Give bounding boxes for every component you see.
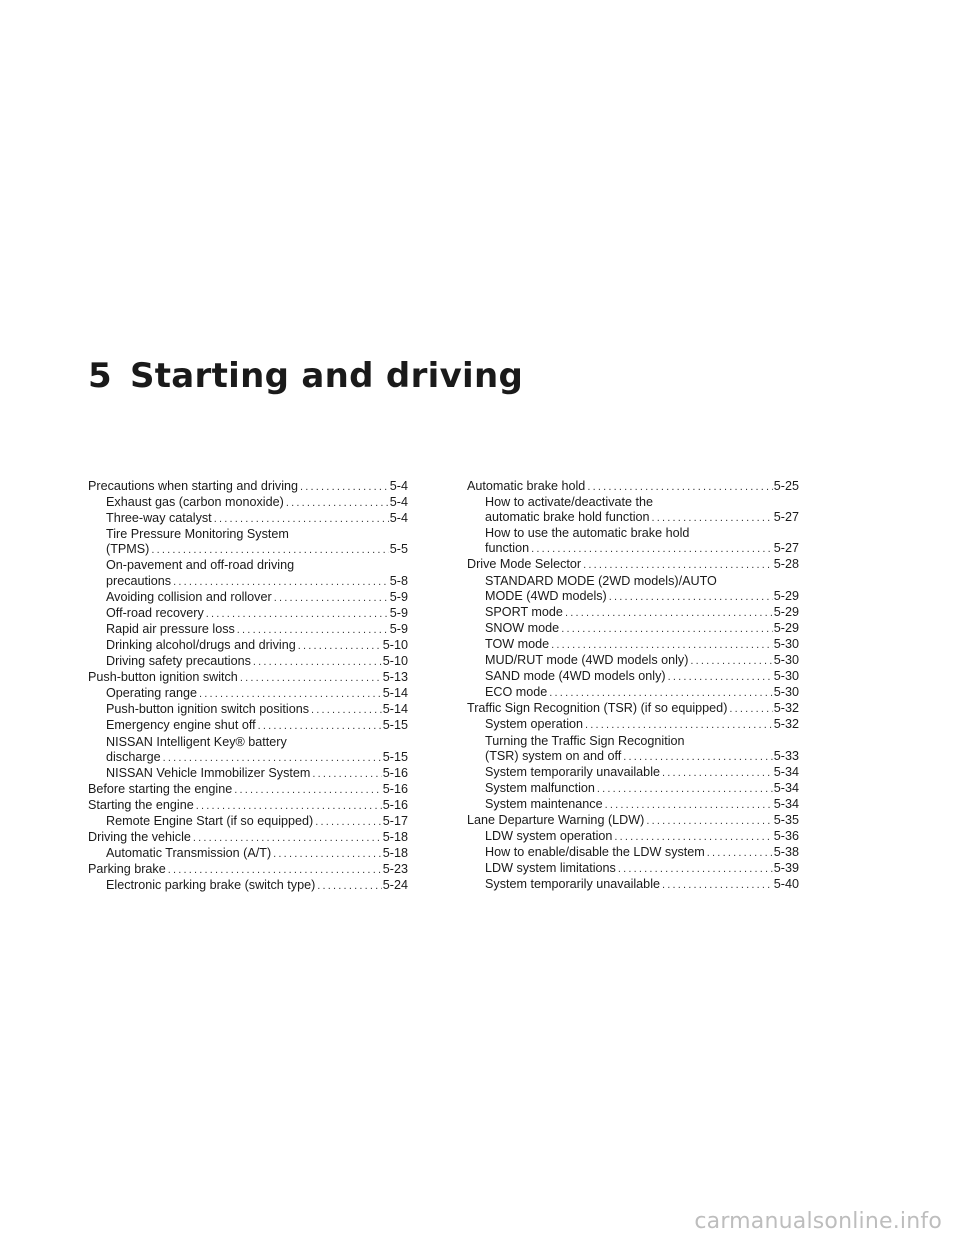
toc-entry[interactable] (467, 653, 799, 669)
dot-leader (237, 623, 389, 638)
toc-entry[interactable] (88, 511, 408, 527)
toc-entry-page: 5-10 (382, 637, 408, 652)
toc-entry-title: Remote Engine Start (if so equipped) (106, 813, 314, 828)
toc-entry[interactable] (467, 526, 799, 557)
toc-entry[interactable] (467, 495, 799, 526)
dot-leader (668, 670, 773, 685)
dot-leader (646, 814, 772, 829)
dot-leader (163, 751, 382, 766)
dot-leader (317, 879, 382, 894)
toc-entry-page: 5-34 (773, 796, 799, 811)
toc-entry[interactable] (467, 781, 799, 797)
toc-entry-page: 5-30 (773, 685, 799, 700)
toc-entry-title: Driving safety precautions (106, 654, 251, 669)
toc-entry-page: 5-4 (389, 479, 408, 493)
dot-leader (605, 798, 773, 813)
toc-entry[interactable] (88, 702, 408, 718)
toc-entry-title: STANDARD MODE (2WD models)/AUTO (485, 573, 717, 588)
toc-entry-title: (TSR) system on and off (485, 748, 622, 763)
dot-leader (618, 862, 773, 877)
dot-leader (652, 511, 773, 526)
toc-entry[interactable] (88, 654, 408, 670)
toc-entry[interactable] (467, 685, 799, 701)
toc-entry[interactable] (88, 495, 408, 511)
toc-entry-title: Automatic Transmission (A/T) (106, 846, 272, 861)
toc-entry-page: 5-8 (389, 573, 408, 588)
dot-leader (597, 782, 773, 797)
toc-entry-page: 5-9 (389, 605, 408, 620)
toc-left-column (88, 479, 408, 894)
dot-leader (151, 543, 388, 558)
toc-entry-title: LDW system limitations (485, 861, 616, 876)
chapter-number: 5 (88, 356, 112, 396)
toc-entry-page: 5-30 (773, 653, 799, 668)
dot-leader (662, 878, 773, 893)
toc-entry[interactable] (467, 829, 799, 845)
toc-entry-page: 5-27 (773, 510, 799, 525)
toc-entry-title: precautions (106, 573, 172, 588)
toc-entry[interactable] (88, 479, 408, 495)
toc-entry-title: How to activate/deactivate the (485, 495, 654, 510)
toc-entry-title: System operation (485, 717, 584, 732)
toc-entry-title: SAND mode (4WD models only) (485, 669, 666, 684)
toc-entry-page: 5-38 (773, 845, 799, 860)
toc-entry-page: 5-5 (389, 542, 408, 557)
toc-entry-page: 5-16 (382, 765, 408, 780)
toc-entry-title: Driving the vehicle (88, 830, 191, 845)
toc-entry-page: 5-32 (773, 717, 799, 732)
toc-entry-title: ECO mode (485, 685, 548, 700)
dot-leader (609, 590, 773, 605)
toc-entry[interactable] (467, 621, 799, 637)
dot-leader (690, 654, 772, 669)
toc-entry-title: Drinking alcohol/drugs and driving (106, 637, 296, 652)
dot-leader (240, 671, 382, 686)
toc-entry[interactable] (88, 782, 408, 798)
dot-leader (565, 606, 773, 621)
toc-entry-title: Lane Departure Warning (LDW) (467, 812, 645, 827)
dot-leader (273, 847, 382, 862)
dot-leader (561, 622, 773, 637)
toc-entry[interactable] (88, 878, 408, 894)
toc-entry-title: Parking brake (88, 862, 166, 877)
toc-entry-title: Push-button ignition switch positions (106, 702, 310, 717)
toc-entry-title: automatic brake hold function (485, 510, 650, 525)
dot-leader (707, 846, 773, 861)
toc-entry-title: Avoiding collision and rollover (106, 589, 272, 604)
toc-entry-title: Before starting the engine (88, 781, 233, 796)
toc-entry[interactable] (467, 574, 799, 605)
toc-entry-title: TOW mode (485, 636, 550, 651)
toc-entry[interactable] (88, 638, 408, 654)
toc-entry[interactable] (88, 735, 408, 766)
chapter-title-text: Starting and driving (129, 356, 524, 396)
toc-entry-page: 5-32 (773, 701, 799, 716)
toc-entry-page: 5-9 (389, 621, 408, 636)
toc-entry[interactable] (88, 814, 408, 830)
dot-leader (274, 591, 389, 606)
toc-entry-title: Turning the Traffic Sign Recognition (485, 733, 685, 748)
toc-entry[interactable] (88, 830, 408, 846)
toc-entry-page: 5-27 (773, 541, 799, 556)
toc-entry-page: 5-15 (382, 718, 408, 733)
dot-leader (623, 750, 773, 765)
toc-entry-page: 5-10 (382, 654, 408, 669)
toc-entry[interactable] (88, 622, 408, 638)
toc-entry-page: 5-29 (773, 620, 799, 635)
toc-entry-page: 5-30 (773, 669, 799, 684)
toc-entry[interactable] (467, 701, 799, 717)
toc-entry-page: 5-9 (389, 589, 408, 604)
toc-entry-page: 5-39 (773, 861, 799, 876)
toc-entry-title: System temporarily unavailable (485, 764, 660, 779)
toc-entry[interactable] (88, 862, 408, 878)
toc-entry-page: 5-18 (382, 846, 408, 861)
toc-entry-page: 5-15 (382, 749, 408, 764)
toc-entry-page: 5-36 (773, 829, 799, 844)
toc-entry-title: On-pavement and off-road driving (106, 558, 295, 573)
toc-entry-page: 5-28 (773, 557, 799, 572)
toc-entry-title: function (485, 541, 530, 556)
toc-entry-title: Automatic brake hold (467, 479, 586, 493)
toc-entry-page: 5-33 (773, 748, 799, 763)
toc-entry-page: 5-4 (389, 495, 408, 510)
toc-entry-page: 5-24 (382, 878, 408, 893)
toc-entry-page: 5-35 (773, 812, 799, 827)
toc-entry-title: SNOW mode (485, 620, 560, 635)
dot-leader (206, 607, 389, 622)
dot-leader (551, 638, 773, 653)
toc-entry-title: (TPMS) (106, 542, 150, 557)
toc-entry[interactable] (467, 861, 799, 877)
toc-entry-title: System maintenance (485, 796, 603, 811)
toc-entry[interactable] (88, 718, 408, 734)
dot-leader (199, 687, 382, 702)
dot-leader (311, 703, 382, 718)
dot-leader (312, 767, 381, 782)
toc-entry[interactable] (467, 877, 799, 893)
toc-entry-page: 5-13 (382, 670, 408, 685)
toc-entry[interactable] (467, 669, 799, 685)
toc-entry-page: 5-14 (382, 702, 408, 717)
dot-leader (214, 512, 389, 527)
toc-entry[interactable] (467, 605, 799, 621)
toc-entry-page: 5-17 (382, 813, 408, 828)
dot-leader (234, 783, 382, 798)
dot-leader (286, 496, 389, 511)
toc-entry-page: 5-29 (773, 604, 799, 619)
dot-leader (729, 702, 772, 717)
toc-entry-title: Electronic parking brake (switch type) (106, 878, 316, 893)
toc-entry-page: 5-29 (773, 588, 799, 603)
toc-entry[interactable] (88, 766, 408, 782)
toc-entry-title: Three-way catalyst (106, 511, 212, 526)
toc-entry-title: Rapid air pressure loss (106, 621, 235, 636)
toc-entry-title: discharge (106, 749, 161, 764)
toc-entry[interactable] (467, 813, 799, 829)
toc-entry-page: 5-18 (382, 830, 408, 845)
toc-entry-page: 5-14 (382, 686, 408, 701)
dot-leader (196, 799, 382, 814)
toc-entry[interactable] (467, 765, 799, 781)
dot-leader (258, 719, 382, 734)
dot-leader (253, 655, 382, 670)
footer-watermark: carmanualsonline.info (694, 1209, 942, 1234)
dot-leader (583, 558, 773, 573)
toc-entry[interactable] (467, 557, 799, 573)
toc-entry-title: SPORT mode (485, 604, 563, 619)
toc-entry-page: 5-16 (382, 781, 408, 796)
toc-entry[interactable] (467, 637, 799, 653)
toc-entry[interactable] (88, 527, 408, 558)
toc-entry[interactable] (88, 670, 408, 686)
chapter-title (88, 356, 523, 396)
toc-entry-title: How to enable/disable the LDW system (485, 845, 705, 860)
dot-leader (173, 575, 389, 590)
toc-entry-page: 5-25 (773, 479, 799, 493)
toc-entry[interactable] (88, 606, 408, 622)
toc-entry-page: 5-34 (773, 764, 799, 779)
dot-leader (300, 480, 389, 495)
toc-entry[interactable] (88, 686, 408, 702)
dot-leader (315, 815, 382, 830)
toc-entry-page: 5-30 (773, 636, 799, 651)
toc-entry-title: Drive Mode Selector (467, 557, 582, 572)
toc-entry[interactable] (88, 798, 408, 814)
toc-entry-title: Operating range (106, 686, 198, 701)
toc-entry-title: Exhaust gas (carbon monoxide) (106, 495, 284, 510)
toc-entry-title: MUD/RUT mode (4WD models only) (485, 653, 689, 668)
toc-entry-title: NISSAN Vehicle Immobilizer System (106, 765, 311, 780)
dot-leader (549, 686, 772, 701)
toc-entry-title: Tire Pressure Monitoring System (106, 527, 289, 542)
toc-entry-title: MODE (4WD models) (485, 588, 607, 603)
toc-right-column (467, 479, 799, 893)
toc-entry-title: Traffic Sign Recognition (TSR) (if so equipped) (467, 701, 728, 716)
dot-leader (168, 863, 382, 878)
toc-entry-page: 5-4 (389, 511, 408, 526)
toc-entry[interactable] (88, 558, 408, 589)
toc-entry-title: Starting the engine (88, 797, 194, 812)
toc-entry-title: How to use the automatic brake hold (485, 526, 690, 541)
toc-entry[interactable] (467, 797, 799, 813)
toc-entry-page: 5-40 (773, 877, 799, 892)
dot-leader (614, 830, 772, 845)
dot-leader (585, 718, 773, 733)
toc-entry[interactable] (467, 734, 799, 765)
toc-entry-title: Precautions when starting and driving (88, 479, 299, 493)
toc-entry-title: LDW system operation (485, 829, 613, 844)
toc-entry-title: Push-button ignition switch (88, 670, 238, 685)
dot-leader (531, 542, 773, 557)
dot-leader (298, 639, 382, 654)
toc-entry-title: Off-road recovery (106, 605, 204, 620)
toc-entry[interactable] (88, 846, 408, 862)
toc-entry[interactable] (88, 590, 408, 606)
toc-entry-title: System malfunction (485, 780, 595, 795)
toc-entry[interactable] (467, 845, 799, 861)
toc-entry-page: 5-34 (773, 780, 799, 795)
toc-entry-title: NISSAN Intelligent Key® battery (106, 734, 287, 749)
dot-leader (662, 766, 773, 781)
toc-entry-page: 5-23 (382, 862, 408, 877)
toc-entry-title: System temporarily unavailable (485, 877, 660, 892)
dot-leader (587, 480, 772, 495)
toc-entry[interactable] (467, 717, 799, 733)
toc-entry-title: Emergency engine shut off (106, 718, 256, 733)
toc-entry[interactable] (467, 479, 799, 495)
dot-leader (193, 831, 382, 846)
toc-entry-page: 5-16 (382, 797, 408, 812)
